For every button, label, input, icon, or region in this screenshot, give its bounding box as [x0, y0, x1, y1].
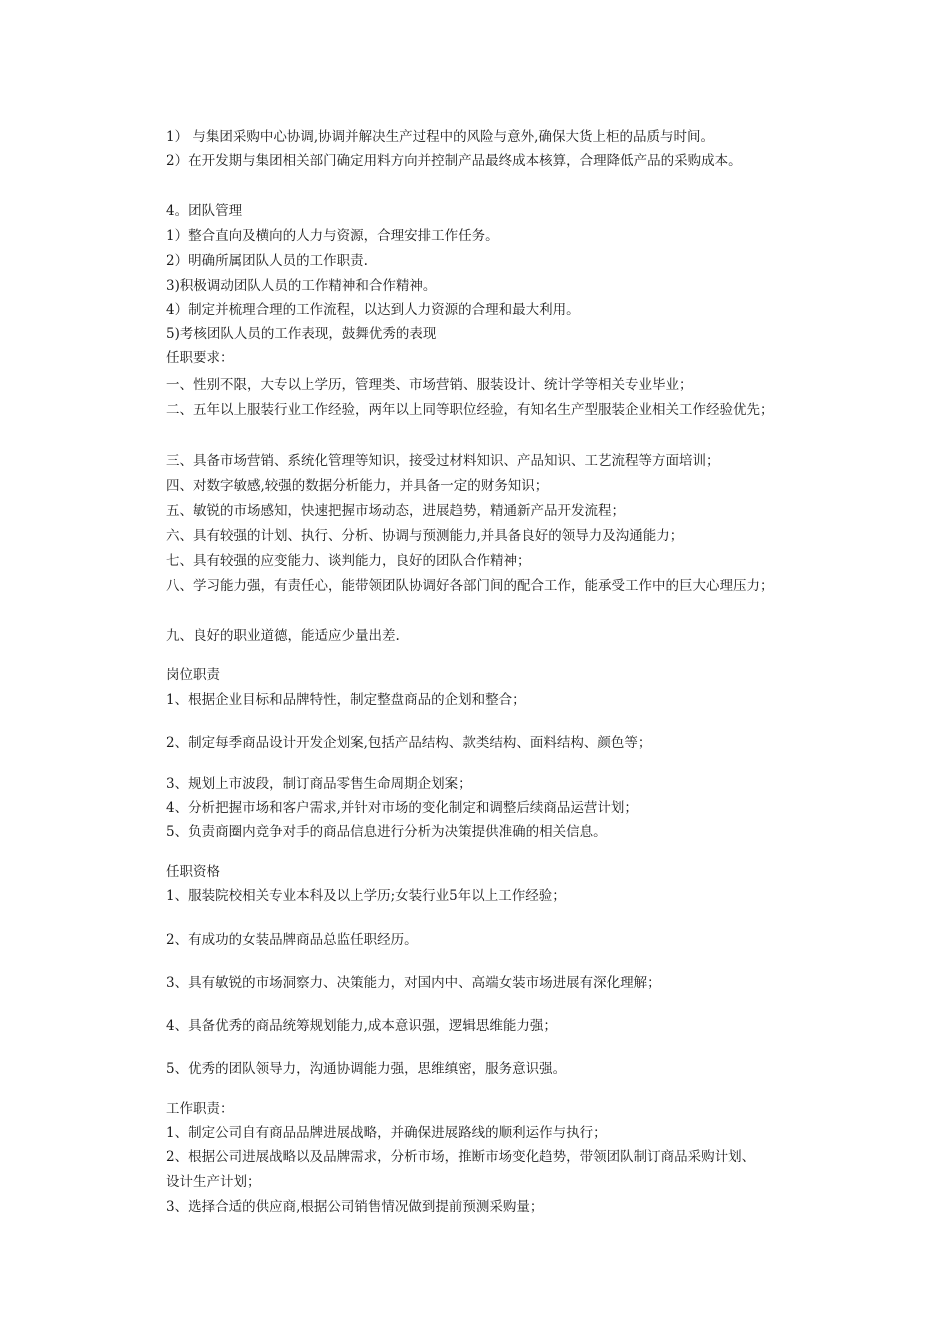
text-line: 四、对数字敏感,较强的数据分析能力，并具备一定的财务知识； [166, 478, 549, 494]
text-line: 5、优秀的团队领导力，沟通协调能力强，思维缜密，服务意识强。 [166, 1061, 567, 1077]
text-line: 1、根据企业目标和品牌特性，制定整盘商品的企划和整合； [166, 692, 526, 708]
text-line: 2、根据公司进展战略以及品牌需求，分析市场，推断市场变化趋势，带领团队制订商品采购计划、 [166, 1149, 756, 1165]
text-line: 2）明确所属团队人员的工作职责. [166, 253, 368, 269]
text-line: 2、制定每季商品设计开发企划案,包括产品结构、款类结构、面料结构、颜色等； [166, 735, 652, 751]
text-line: 5、负责商圈内竞争对手的商品信息进行分析为决策提供准确的相关信息。 [166, 824, 607, 840]
text-line: 3、具有敏锐的市场洞察力、决策能力，对国内中、高端女装市场进展有深化理解； [166, 975, 661, 991]
text-line: 八、学习能力强，有责任心，能带领团队协调好各部门间的配合工作，能承受工作中的巨大心理压力； [166, 578, 774, 594]
text-line: 一、性别不限，大专以上学历，管理类、市场营销、服装设计、统计学等相关专业毕业； [166, 377, 693, 393]
text-line: 4、具备优秀的商品统筹规划能力,成本意识强，逻辑思维能力强； [166, 1018, 557, 1034]
text-line: 七、具有较强的应变能力、谈判能力，良好的团队合作精神； [166, 553, 531, 569]
text-line: 1、制定公司自有商品品牌进展战略，并确保进展路线的顺利运作与执行； [166, 1125, 607, 1141]
text-line: 3、规划上市波段，制订商品零售生命周期企划案； [166, 776, 472, 792]
text-line: 工作职责： [166, 1101, 234, 1117]
text-line: 九、良好的职业道德，能适应少量出差. [166, 628, 400, 644]
text-line: 2）在开发期与集团相关部门确定用料方向并控制产品最终成本核算，合理降低产品的采购成本。 [166, 153, 742, 169]
text-line: 任职要求： [166, 350, 234, 366]
text-line: 二、五年以上服装行业工作经验，两年以上同等职位经验，有知名生产型服装企业相关工作经验优先； [166, 402, 774, 418]
text-line: 5)考核团队人员的工作表现，鼓舞优秀的表现 [166, 326, 437, 342]
text-line: 4）制定并梳理合理的工作流程，以达到人力资源的合理和最大利用。 [166, 302, 580, 318]
text-line: 1）整合直向及横向的人力与资源，合理安排工作任务。 [166, 228, 499, 244]
text-line: 三、具备市场营销、系统化管理等知识，接受过材料知识、产品知识、工艺流程等方面培训； [166, 453, 720, 469]
text-line: 3、选择合适的供应商,根据公司销售情况做到提前预测采购量； [166, 1199, 544, 1215]
text-line: 五、敏锐的市场感知，快速把握市场动态，进展趋势，精通新产品开发流程； [166, 503, 625, 519]
text-line: 设计生产计划； [166, 1174, 261, 1190]
text-line: 2、有成功的女装品牌商品总监任职经历。 [166, 932, 418, 948]
text-line: 1、服装院校相关专业本科及以上学历;女装行业5年以上工作经验； [166, 888, 566, 904]
text-line: 4。团队管理 [166, 203, 243, 219]
text-line: 1） 与集团采购中心协调,协调并解决生产过程中的风险与意外,确保大货上柜的品质与时间。 [166, 129, 714, 145]
text-line: 任职资格 [166, 864, 220, 880]
text-line: 六、具有较强的计划、执行、分析、协调与预测能力,并具备良好的领导力及沟通能力； [166, 528, 684, 544]
text-line: 4、分析把握市场和客户需求,并针对市场的变化制定和调整后续商品运营计划； [166, 800, 638, 816]
text-line: 3)积极调动团队人员的工作精神和合作精神。 [166, 278, 437, 294]
text-line: 岗位职责 [166, 667, 220, 683]
